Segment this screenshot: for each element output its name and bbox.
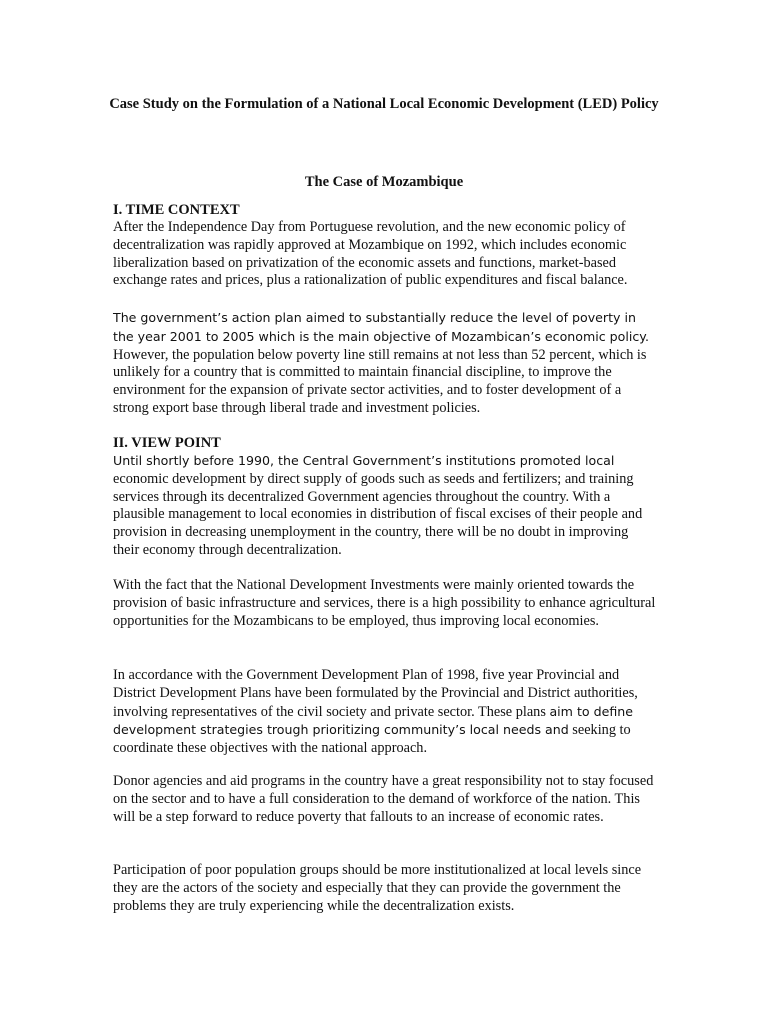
document-title: Case Study on the Formulation of a National Local Economic Development (LED) Policy bbox=[109, 96, 659, 112]
paragraph-text: After the Independence Day from Portuguese revolution, and the new economic policy of decentralization was rapidly approved at Mozambique on 1992, which includes economic liberalization based on privatization of the economic assets and functions, market-based exchange rates and prices, plus a rationalization of public expenditures and fiscal balance. bbox=[113, 219, 628, 289]
section-heading-time-context: I. TIME CONTEXT bbox=[113, 202, 240, 218]
paragraph-sans-segment: aim to define development strategies trough prioritizing community’s local needs and bbox=[113, 703, 634, 738]
paragraph-sans-segment: The government’s action plan aimed to substantially reduce the level of poverty in the year 2001 to 2005 which is the main objective of Mozambican’s economic policy. bbox=[113, 310, 649, 344]
paragraph-text: Donor agencies and aid programs in the country have a great responsibility not to stay focused on the sector and to have a full consideration to the demand of workforce of the nation. This will be a step forward to reduce poverty that fallouts to an increase of economic rates. bbox=[113, 773, 654, 825]
paragraph-serif-segment: However, the population below poverty line still remains at not less than 52 percent, which is unlikely for a country that is committed to maintain financial discipline, to improve the environment for the expansion of private sector activities, and to foster development of a strong export base through liberal trade and investment policies. bbox=[113, 346, 647, 416]
paragraph bbox=[113, 309, 658, 418]
paragraph bbox=[113, 577, 658, 630]
paragraph bbox=[113, 452, 658, 560]
paragraph-text bbox=[113, 667, 658, 758]
paragraph-serif-segment: In accordance with the Government Development Plan of 1998, five year Provincial and District Development Plans have been formulated by the Provincial and District authorities, involving representatives of the civil society and private sector. These plans bbox=[113, 667, 638, 720]
document-subtitle: The Case of Mozambique bbox=[304, 174, 464, 190]
paragraph-text bbox=[113, 452, 658, 560]
paragraph-text: With the fact that the National Development Investments were mainly oriented towards the provision of basic infrastructure and services, there is a high possibility to enhance agricultural opportunities for the Mozambicans to be employed, thus improving local economies. bbox=[113, 577, 656, 629]
paragraph bbox=[113, 219, 658, 290]
paragraph-serif-segment: economic development by direct supply of goods such as seeds and fertilizers; and training services through its decentralized Government agencies throughout the country. With a plausible management to local economies in distribution of fiscal excises of their people and provision in decreasing unemployment in the country, there will be no doubt in improving their economy through decentralization. bbox=[113, 470, 643, 558]
paragraph-sans-segment: Until shortly before 1990, the Central Government’s institutions promoted local bbox=[113, 453, 615, 468]
paragraph bbox=[113, 773, 658, 826]
paragraph bbox=[113, 862, 658, 915]
paragraph bbox=[113, 667, 658, 758]
paragraph-text bbox=[113, 309, 658, 418]
paragraph-serif-segment: seeking to coordinate these objectives with the national approach. bbox=[113, 722, 631, 757]
section-heading-view-point: II. VIEW POINT bbox=[113, 435, 221, 451]
paragraph-text: Participation of poor population groups should be more institutionalized at local levels since they are the actors of the society and especially that they can provide the government the problems they are truly experiencing while the decentralization exists. bbox=[113, 862, 642, 914]
